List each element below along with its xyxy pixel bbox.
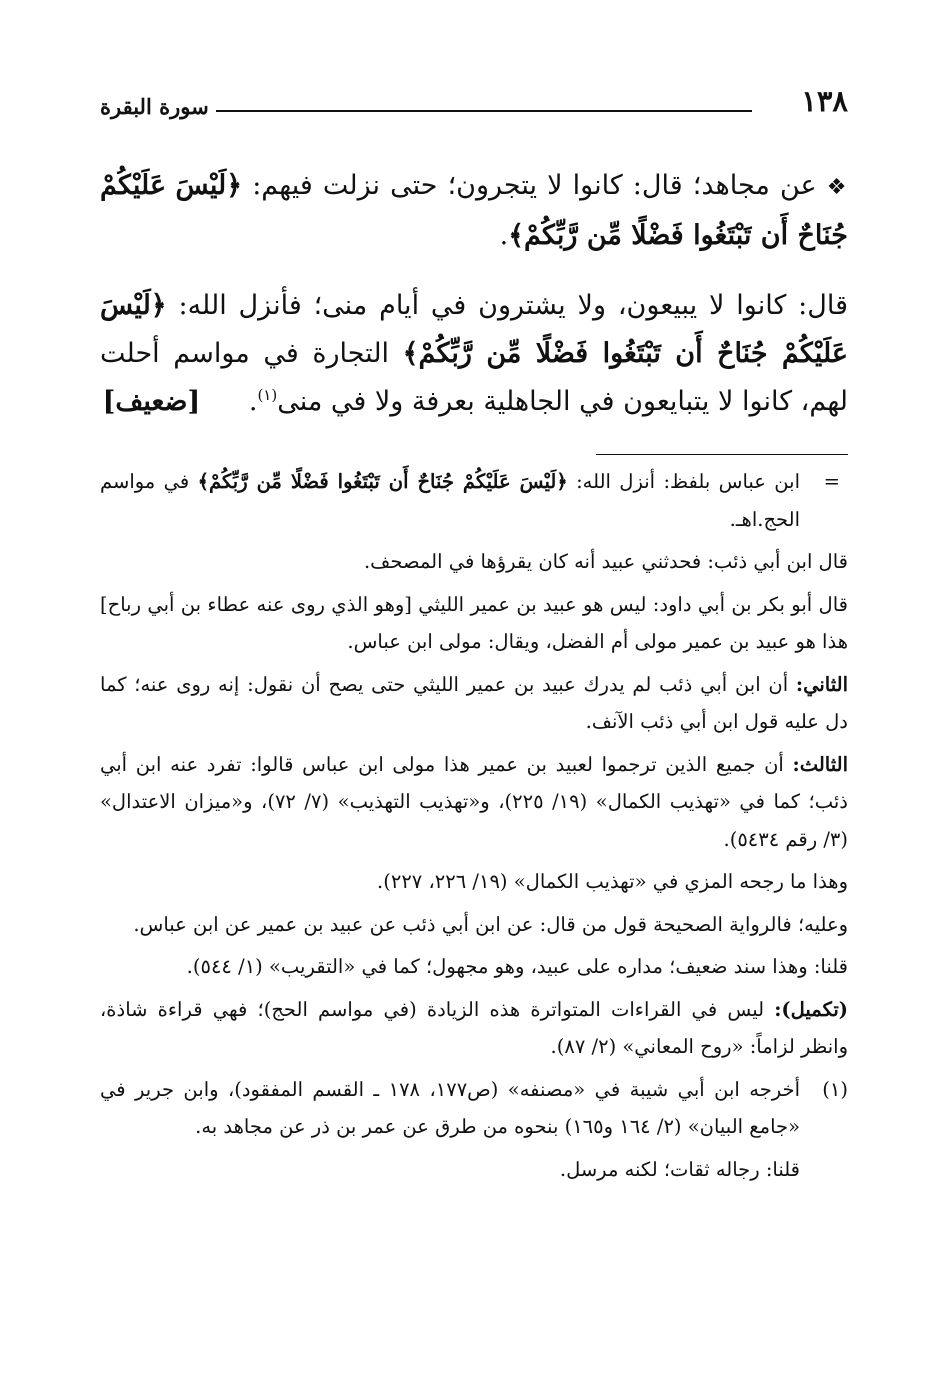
header-rule — [216, 110, 752, 112]
star-icon: ❖ — [826, 175, 848, 200]
hadith-paragraph-1 — [100, 162, 848, 260]
point-label: الثاني: — [795, 672, 848, 696]
footnote-ref[interactable]: (١) — [257, 386, 278, 404]
footnote-text: ابن عباس بلفظ: أنزل الله: — [567, 470, 800, 493]
page-number: ١٣٨ — [801, 84, 848, 118]
footnote-paragraph — [100, 666, 848, 741]
surah-name: سورة البقرة — [100, 94, 209, 119]
grade-badge: [ضعيف] — [102, 386, 201, 417]
footnote-text: في مواسم الحج.اهـ. — [100, 470, 800, 531]
hadith-paragraph-2 — [100, 282, 848, 426]
period: . — [248, 386, 258, 417]
quran-verse: ﴿لَيْسَ عَلَيْكُمْ جُنَاحٌ أَن تَبْتَغُوا فَضْلًا مِّن رَّبِّكُمْ﴾ — [100, 170, 848, 251]
footnote-paragraph — [100, 991, 848, 1066]
footnote-continuation — [100, 463, 848, 538]
footnote-number: (١) — [822, 1077, 848, 1101]
narration-intro: قال: كانوا لا يبيعون، ولا يشترون في أيام منى؛ فأنزل الله: — [166, 290, 848, 321]
footnote-1-continued — [100, 1151, 848, 1189]
footnotes — [100, 463, 848, 1188]
narration-intro: عن مجاهد؛ قال: كانوا لا يتجرون؛ حتى نزلت فيهم: — [242, 170, 817, 201]
footnote-text: أن جميع الذين ترجموا لعبيد بن عمير هذا مولى ابن عباس قالوا: تفرد عنه ابن أبي ذئب؛ كما في «تهذيب الكمال» (١٩/ ٢٢٥)، و«تهذيب التهذيب» (٧/ ٧٢)، و«ميزان الاعتدال» (٣/ رقم ٥٤٣٤). — [100, 752, 848, 851]
footnote-paragraph: قال ابن أبي ذئب: فحدثني عبيد أنه كان يقرؤها في المصحف. — [363, 550, 848, 573]
footnote-separator — [596, 454, 848, 455]
footnote-paragraph: وعليه؛ فالرواية الصحيحة قول من قال: عن ابن أبي ذئب عن عبيد بن عمير عن ابن عباس. — [133, 912, 848, 936]
quran-verse: ﴿لَيْسَ عَلَيْكُمْ جُنَاحٌ أَن تَبْتَغُوا فَضْلًا مِّن رَّبِّكُمْ﴾ — [100, 290, 848, 369]
footnote-text: قلنا: رجاله ثقات؛ لكنه مرسل. — [559, 1157, 800, 1181]
footnote-text: أن ابن أبي ذئب لم يدرك عبيد بن عمير الليثي حتى يصح أن نقول: إنه روى عنه؛ كما دل عليه قول ابن أبي ذئب الآنف. — [100, 672, 848, 733]
footnote-text: أخرجه ابن أبي شيبة في «مصنفه» (ص١٧٧، ١٧٨ ـ القسم المفقود)، وابن جرير في «جامع البيان» (٢/ ١٦٤ و١٦٥) بنحوه من طرق عن عمر بن ذر عن مجاهد به. — [100, 1077, 801, 1138]
page-header — [100, 80, 848, 130]
continuation-mark: = — [823, 470, 840, 493]
footnote-paragraph: قال أبو بكر بن أبي داود: ليس هو عبيد بن عمير الليثي [وهو الذي روى عنه عطاء بن أبي رباح] هذا هو عبيد بن عمير مولى أم الفضل، ويقال: مولى ابن عباس. — [100, 592, 848, 653]
point-label: الثالث: — [792, 752, 848, 776]
footnote-text: ليس في القراءات المتواترة هذه الزيادة (في مواسم الحج)؛ فهي قراءة شاذة، وانظر لزاماً: «روح المعاني» (٢/ ٨٧). — [100, 997, 848, 1058]
narration-text: التجارة في مواسم أحلت لهم، كانوا لا يتبايعون في الجاهلية بعرفة ولا في منى — [100, 338, 848, 417]
book-page — [100, 80, 848, 1193]
point-label: (تكميل): — [774, 997, 848, 1021]
quran-verse: ﴿لَيْسَ عَلَيْكُمْ جُنَاحٌ أَن تَبْتَغُوا فَضْلًا مِّن رَّبِّكُمْ﴾ — [197, 470, 568, 493]
footnote-paragraph: قلنا: وهذا سند ضعيف؛ مداره على عبيد، وهو مجهول؛ كما في «التقريب» (١/ ٥٤٤). — [186, 955, 848, 978]
footnote-paragraph — [100, 746, 848, 859]
period: . — [499, 220, 509, 251]
footnote-1 — [100, 1071, 848, 1146]
footnote-paragraph: وهذا ما رجحه المزي في «تهذيب الكمال» (١٩/ ٢٢٦، ٢٢٧). — [377, 870, 848, 893]
